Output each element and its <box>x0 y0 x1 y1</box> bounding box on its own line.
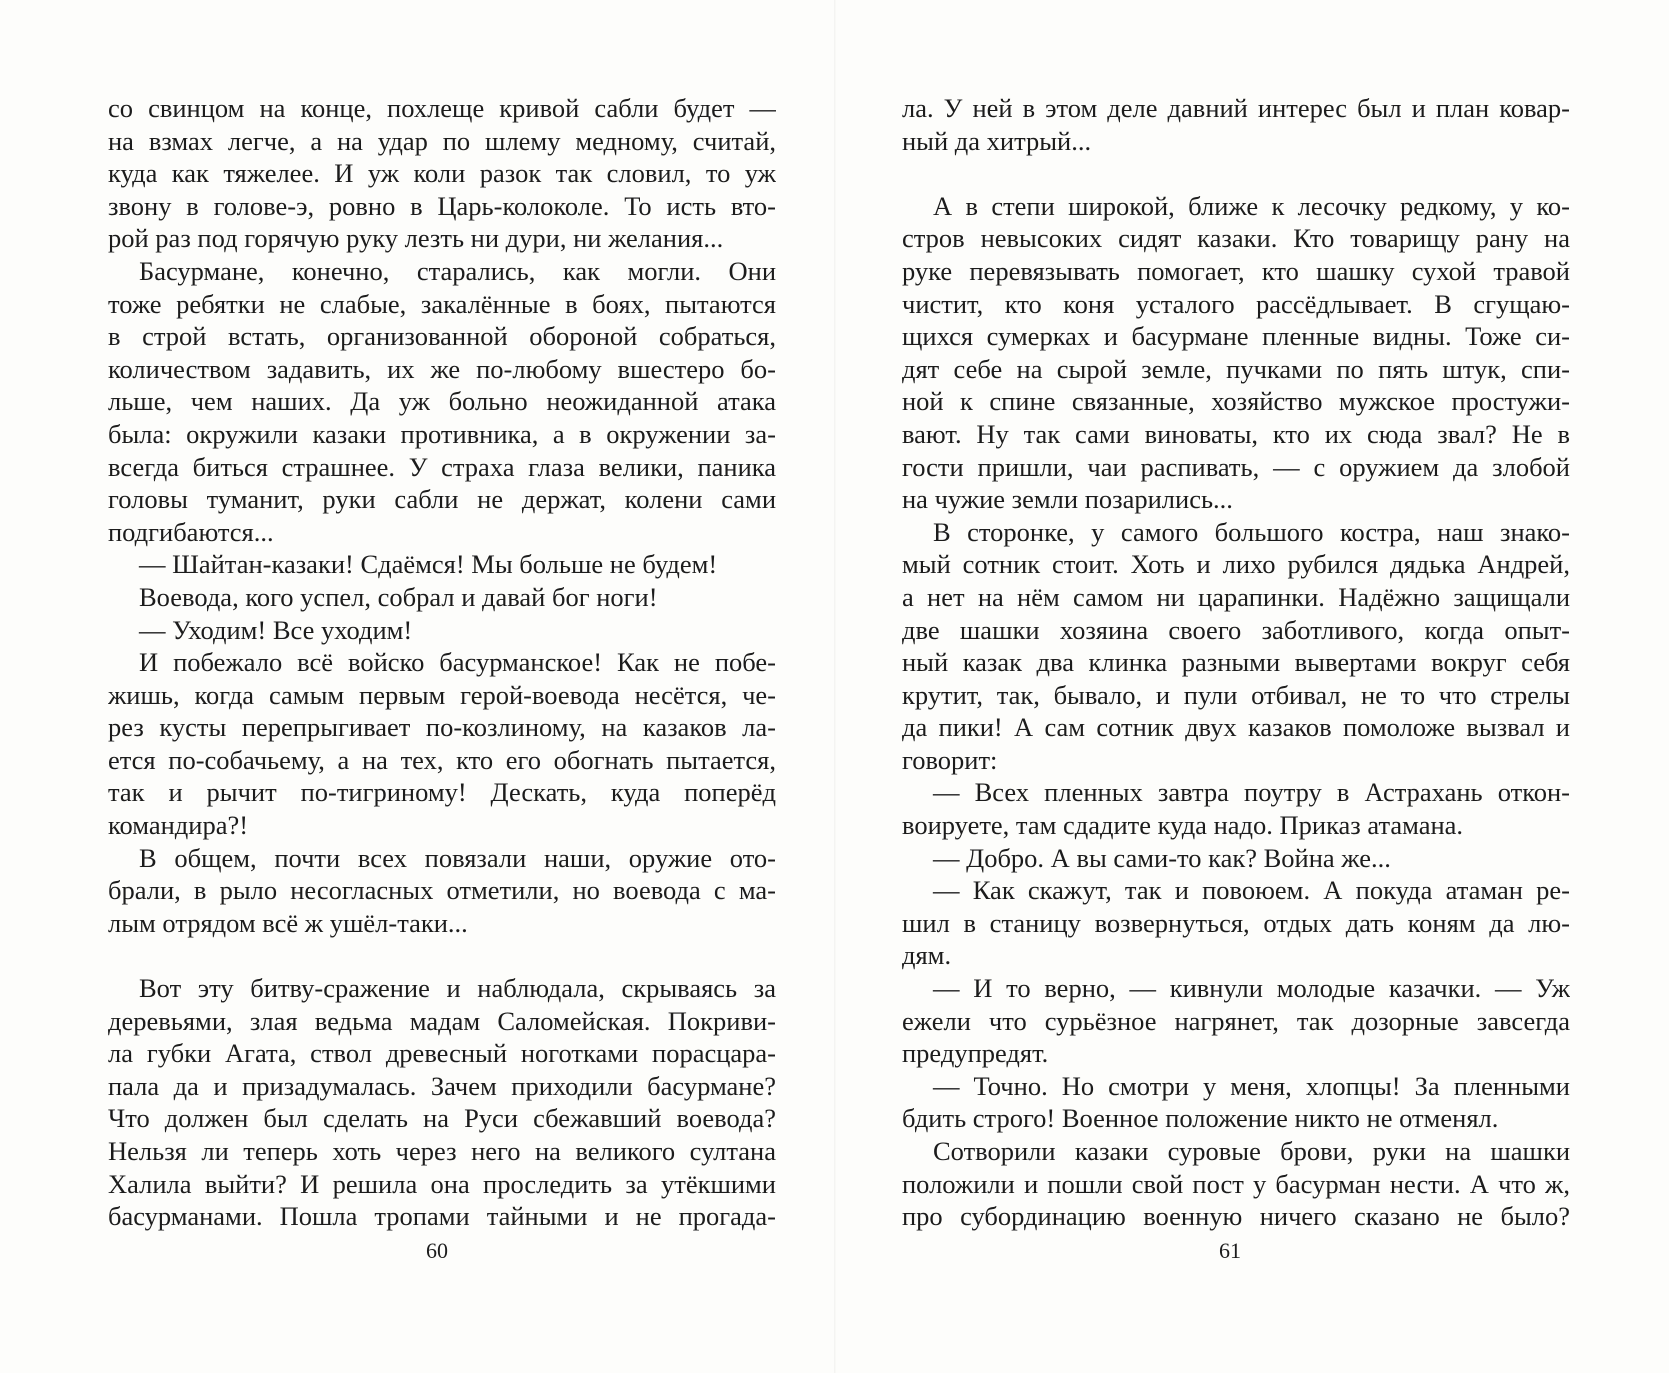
text-line: Сотворили казаки суровые брови, руки на шашки <box>933 1136 1570 1166</box>
text-line: ла губки Агата, ствол древесный ноготками порасцара- <box>108 1038 776 1069</box>
text-line: В сторонке, у самого большого костра, наш знако- <box>933 516 1570 547</box>
text-line: на взмах легче, а на удар по шлему медному, считай, <box>108 125 776 156</box>
left-page <box>108 92 776 1233</box>
text-line: головы туманит, руки сабли не держат, колени сами <box>108 484 776 515</box>
text-line: брали, в рыло несогласных отметили, но воевода с ма- <box>108 875 776 906</box>
text-line: а нет на нём самом ни царапинки. Надёжно защищали <box>902 581 1570 612</box>
text-line: рой раз под горячую руку лезть ни дури, ни желания... <box>108 223 724 254</box>
text-line: тоже ребятки не слабые, закалённые в боях, пытаются <box>108 288 776 319</box>
text-line: подгибаются... <box>108 516 274 547</box>
text-line: количеством задавить, их же по-любому вшестеро бо- <box>108 353 776 384</box>
text-line: воируете, там сдадите куда надо. Приказ атамана. <box>902 810 1464 841</box>
text-line: куда как тяжелее. И уж коли разок так словил, то уж <box>108 158 776 189</box>
text-line: Нельзя ли теперь хоть через него на великого султана <box>108 1136 776 1166</box>
text-line: рез кусты перепрыгивает по-козлиному, на казаков ла- <box>108 712 776 743</box>
text-line: гости пришли, чаи распивать, — с оружием да злобой <box>902 451 1570 482</box>
text-line: ной к спине связанные, хозяйство мужское простужи- <box>902 386 1570 417</box>
text-line: Халила выйти? И решила она проследить за утёкшими <box>108 1168 776 1199</box>
paragraph-break <box>108 939 776 972</box>
left-page-number: 60 <box>426 1238 448 1263</box>
text-line: две шашки хозяина своего заботливого, когда опыт- <box>902 614 1570 645</box>
text-line: ется по-собачьему, а на тех, кто его обогнать пытается, <box>108 744 776 775</box>
text-line: звону в голове-э, ровно в Царь-колоколе. То исть вто- <box>108 190 776 221</box>
text-line: про субординацию военную ничего сказано не было? <box>902 1201 1570 1232</box>
text-line: чистит, кто коня усталого рассёдлывает. В сгущаю- <box>902 288 1570 319</box>
text-line: пала да и призадумалась. Зачем приходили басурмане? <box>108 1070 776 1101</box>
text-line: всегда биться страшнее. У страха глаза велики, паника <box>108 451 776 482</box>
text-line: — И то верно, — кивнули молодые казачки. — Уж <box>933 973 1570 1004</box>
text-line: деревьями, злая ведьма мадам Саломейская. Покриви- <box>108 1005 776 1036</box>
text-line: шил в станицу возвернуться, отдых дать коням да лю- <box>902 907 1570 938</box>
text-line: да пики! А сам сотник двух казаков помоложе вызвал и <box>902 712 1570 743</box>
text-line: — Всех пленных завтра поутру в Астрахань откон- <box>933 777 1570 808</box>
text-line: лым отрядом всё ж ушёл-таки... <box>108 907 468 938</box>
text-line: — Точно. Но смотри у меня, хлопцы! За пленными <box>933 1070 1570 1101</box>
text-line: — Уходим! Все уходим! <box>139 614 413 645</box>
text-line: Воевода, кого успел, собрал и давай бог ноги! <box>139 581 658 612</box>
text-line: — Как скажут, так и повоюем. А покуда атаман ре- <box>933 875 1570 906</box>
text-line: В общем, почти всех повязали наши, оружие ото- <box>139 842 776 873</box>
text-line: басурманами. Пошла тропами тайными и не прогада- <box>108 1201 776 1232</box>
text-line: предупредят. <box>902 1038 1049 1069</box>
text-line: жишь, когда самым первым герой-воевода несётся, че- <box>108 679 776 710</box>
text-line: так и рычит по-тигриному! Дескать, куда поперёд <box>108 777 776 808</box>
text-line: стров невысоких сидят казаки. Кто товарищу рану на <box>902 223 1570 254</box>
text-line: командира?! <box>108 810 249 841</box>
text-line: щихся сумерках и басурмане пленные видны. Тоже си- <box>902 321 1570 352</box>
text-line: А в степи широкой, ближе к лесочку редкому, у ко- <box>933 190 1570 221</box>
right-page-number: 61 <box>1219 1238 1241 1263</box>
text-line: мый сотник стоит. Хоть и лихо рубился дядька Андрей, <box>902 549 1570 580</box>
text-line: Басурмане, конечно, старались, как могли. Они <box>139 255 776 286</box>
text-line: дям. <box>902 940 952 971</box>
text-line: вают. Ну так сами виноваты, кто их сюда звал? Не в <box>902 418 1570 449</box>
text-line: ла. У ней в этом деле давний интерес был и план ковар- <box>902 93 1570 123</box>
right-page <box>902 92 1570 1233</box>
text-line: в строй встать, организованной обороной собраться, <box>108 321 776 352</box>
text-line: говорит: <box>902 744 998 775</box>
paragraph-break <box>902 157 1570 190</box>
text-line: крутит, так, бывало, и пули отбивал, не то что стрелы <box>902 679 1570 710</box>
text-line: бдить строго! Военное положение никто не отменял. <box>902 1103 1499 1134</box>
text-line: И побежало всё войско басурманское! Как не побе- <box>139 647 776 678</box>
text-line: — Шайтан-казаки! Сдаёмся! Мы больше не будем! <box>139 549 718 580</box>
text-line: льше, чем наших. Да уж больно неожиданной атака <box>108 386 776 417</box>
text-line: ный казак два клинка разными вывертами вокруг себя <box>902 647 1570 678</box>
text-line: ный да хитрый... <box>902 125 1092 156</box>
book-gutter <box>834 0 836 1373</box>
text-line: на чужие земли позарились... <box>902 484 1233 515</box>
text-line: руке перевязывать помогает, кто шашку сухой травой <box>902 255 1570 286</box>
text-line: Что должен был сделать на Руси сбежавший воевода? <box>108 1103 776 1134</box>
text-line: Вот эту битву-сражение и наблюдала, скрываясь за <box>139 973 776 1004</box>
text-line: положили и пошли свой пост у басурман нести. А что ж, <box>902 1168 1570 1199</box>
text-line: была: окружили казаки противника, а в окружении за- <box>108 418 776 449</box>
text-line: дят себе на сырой земле, пучками по пять штук, спи- <box>902 353 1570 384</box>
text-line: ежели что сурьёзное нагрянет, так дозорные завсегда <box>902 1005 1570 1036</box>
text-line: со свинцом на конце, похлеще кривой сабли будет — <box>108 93 776 123</box>
text-line: — Добро. А вы сами-то как? Война же... <box>933 842 1391 873</box>
